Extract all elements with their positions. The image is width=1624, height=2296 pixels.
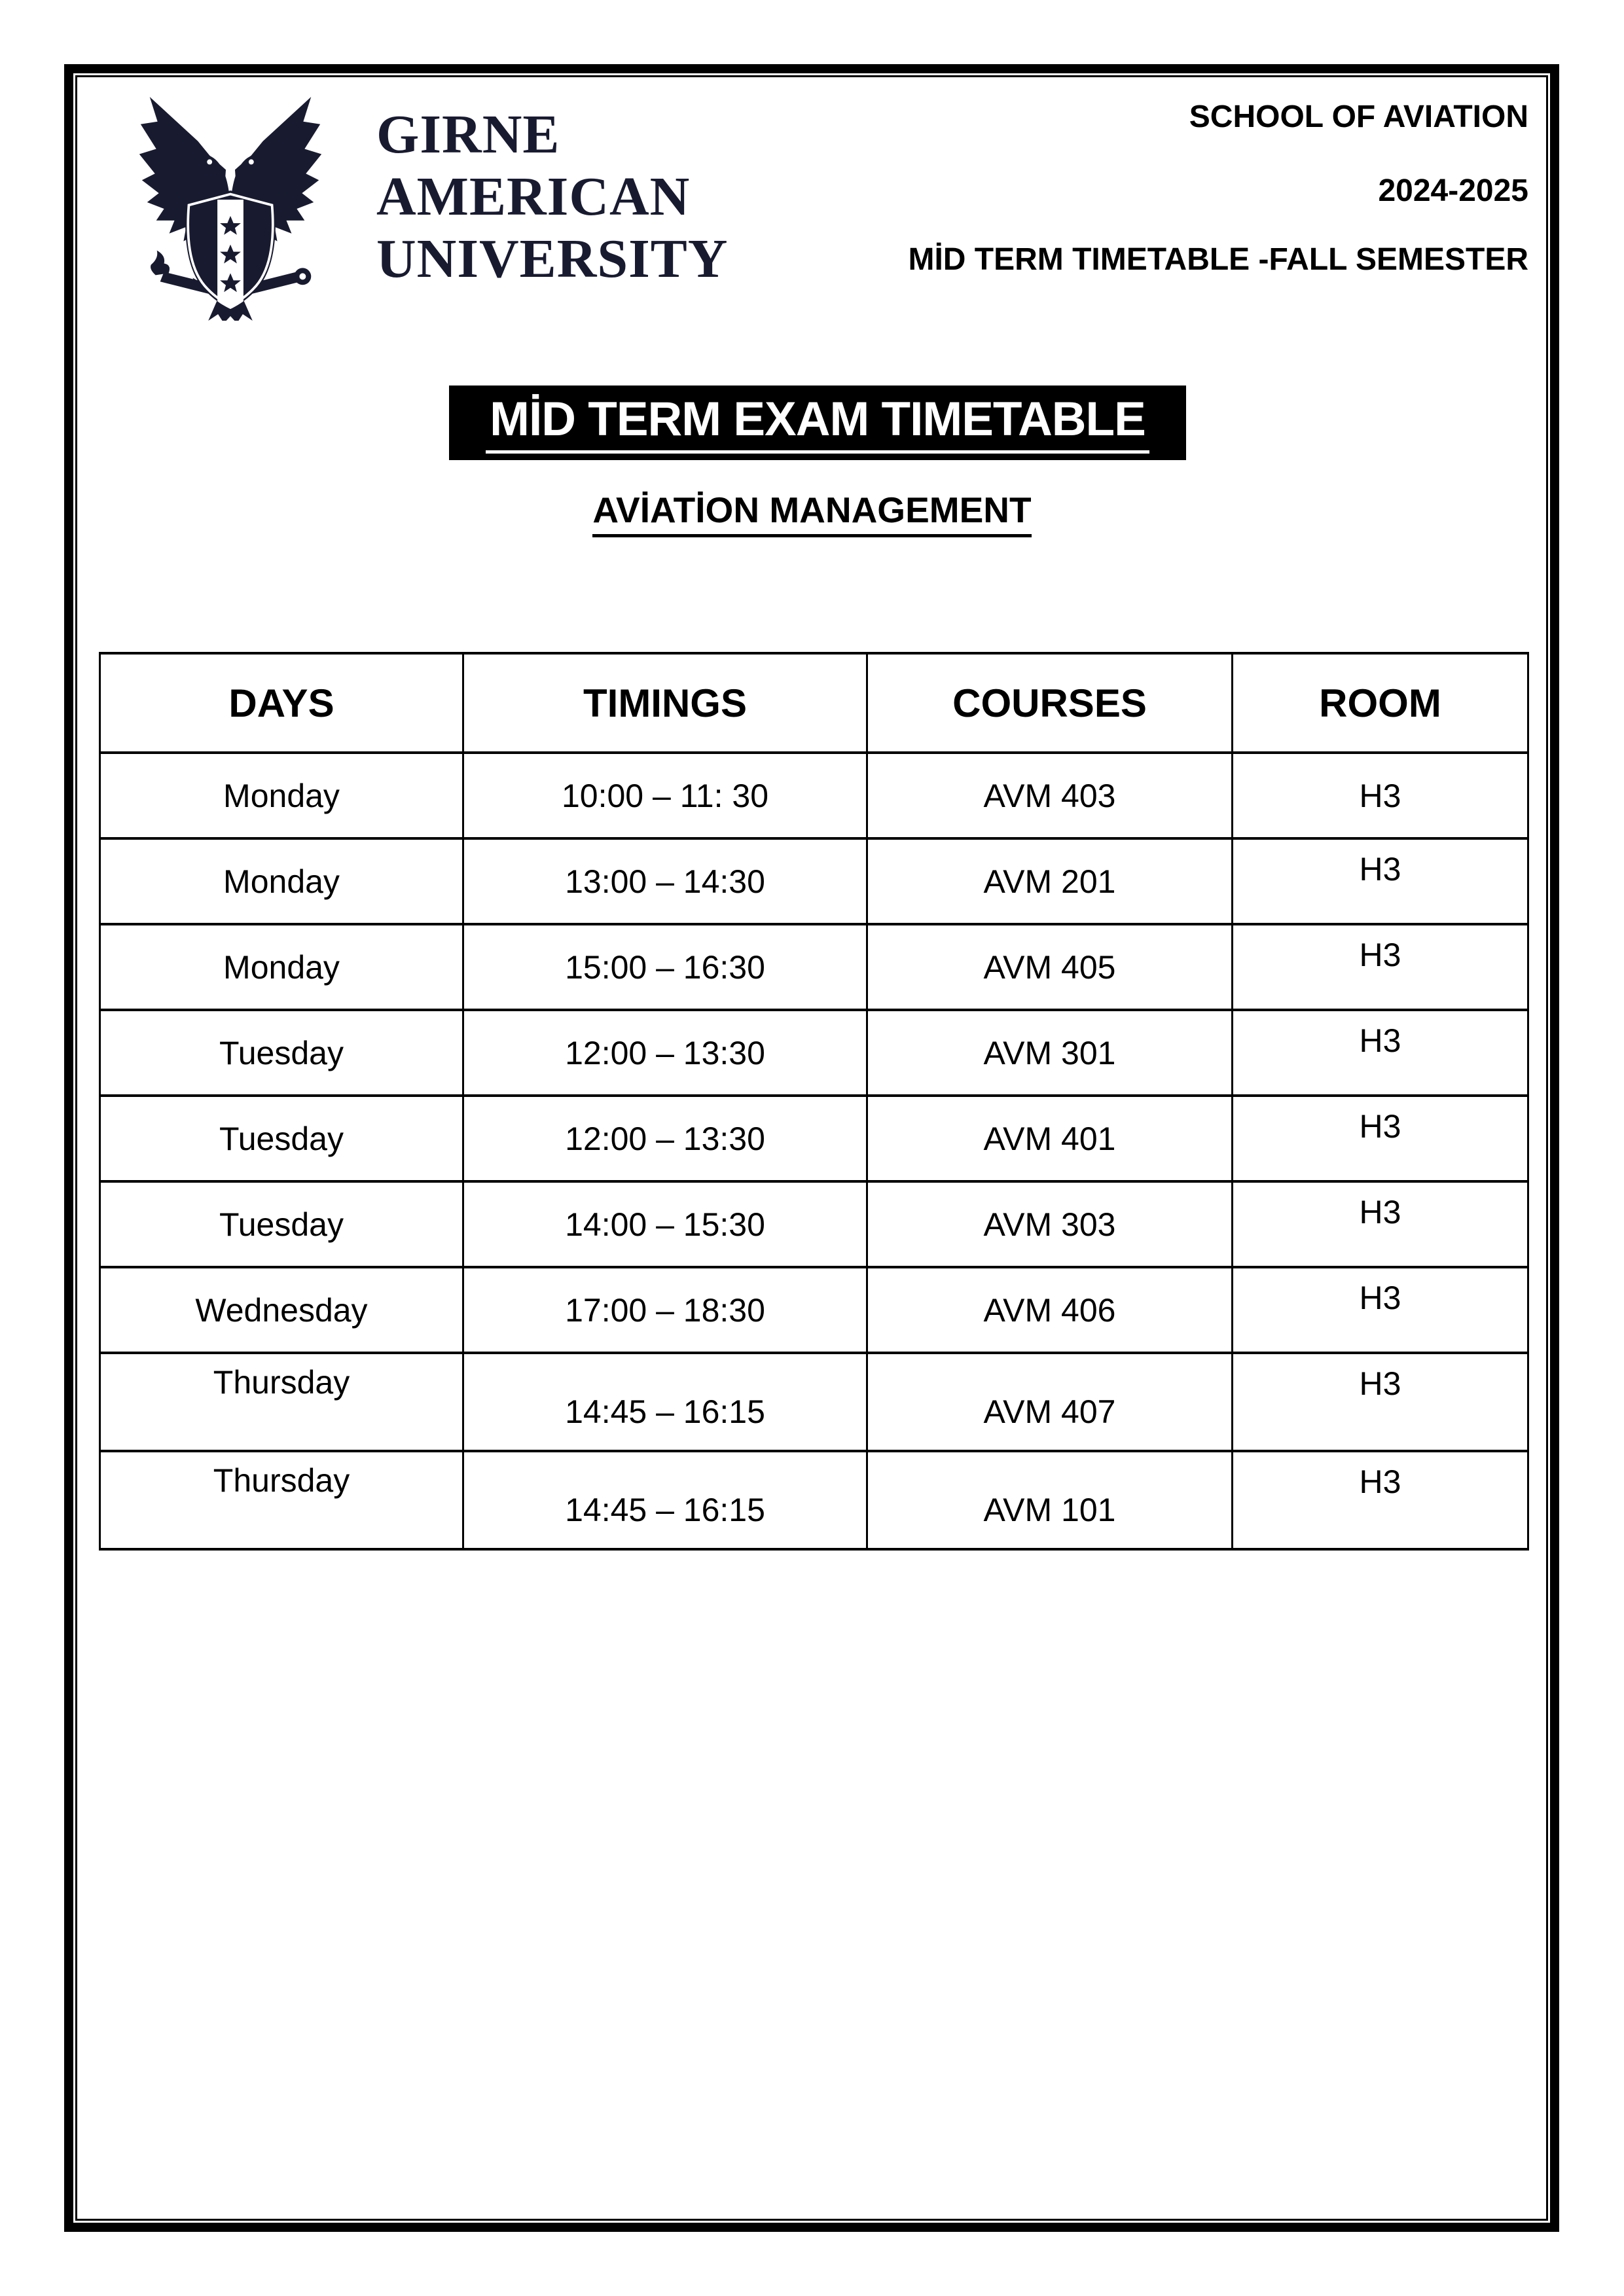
- wordmark-line-american: AMERICAN: [376, 166, 691, 227]
- cell-room: H3: [1233, 1096, 1528, 1181]
- university-wordmark: [376, 103, 728, 290]
- university-crest-eagle-icon: [120, 90, 341, 321]
- cell-timing: 12:00 – 13:30: [463, 1096, 867, 1181]
- cell-course: AVM 201: [867, 838, 1233, 924]
- academic-year: 2024-2025: [1378, 173, 1528, 208]
- cell-day: Monday: [100, 753, 463, 838]
- column-header-days: DAYS: [100, 653, 463, 753]
- cell-room: H3: [1233, 1181, 1528, 1267]
- cell-room: H3: [1233, 924, 1528, 1010]
- cell-room: H3: [1233, 1451, 1528, 1549]
- table-row: [100, 1096, 1528, 1181]
- department-subtitle: AVİATİON MANAGEMENT: [592, 490, 1031, 537]
- timetable-body: [100, 753, 1528, 1549]
- cell-timing: 14:45 – 16:15: [463, 1353, 867, 1451]
- subtitle-wrap: [0, 489, 1624, 531]
- cell-timing: 14:00 – 15:30: [463, 1181, 867, 1267]
- table-row: [100, 838, 1528, 924]
- cell-course: AVM 101: [867, 1451, 1233, 1549]
- cell-day: Thursday: [100, 1353, 463, 1451]
- school-name: SCHOOL OF AVIATION: [1189, 99, 1528, 134]
- cell-course: AVM 303: [867, 1181, 1233, 1267]
- column-header-timings: TIMINGS: [463, 653, 867, 753]
- semester-label: MİD TERM TIMETABLE -FALL SEMESTER: [908, 242, 1528, 277]
- cell-room: H3: [1233, 1353, 1528, 1451]
- wordmark-line-girne: GIRNE: [376, 104, 560, 165]
- table-row: [100, 924, 1528, 1010]
- table-row: [100, 1267, 1528, 1353]
- main-title: MİD TERM EXAM TIMETABLE: [486, 392, 1149, 454]
- table-row: [100, 753, 1528, 838]
- table-header-row: [100, 653, 1528, 753]
- cell-day: Tuesday: [100, 1096, 463, 1181]
- cell-day: Thursday: [100, 1451, 463, 1549]
- column-header-room: ROOM: [1233, 653, 1528, 753]
- cell-room: H3: [1233, 1267, 1528, 1353]
- exam-timetable: [99, 652, 1529, 1551]
- cell-course: AVM 401: [867, 1096, 1233, 1181]
- cell-timing: 10:00 – 11: 30: [463, 753, 867, 838]
- cell-day: Wednesday: [100, 1267, 463, 1353]
- table-row: [100, 1181, 1528, 1267]
- cell-course: AVM 406: [867, 1267, 1233, 1353]
- cell-timing: 17:00 – 18:30: [463, 1267, 867, 1353]
- cell-course: AVM 407: [867, 1353, 1233, 1451]
- cell-timing: 13:00 – 14:30: [463, 838, 867, 924]
- cell-day: Tuesday: [100, 1181, 463, 1267]
- cell-course: AVM 301: [867, 1010, 1233, 1096]
- cell-course: AVM 403: [867, 753, 1233, 838]
- cell-room: H3: [1233, 838, 1528, 924]
- column-header-courses: COURSES: [867, 653, 1233, 753]
- cell-day: Monday: [100, 924, 463, 1010]
- cell-day: Monday: [100, 838, 463, 924]
- cell-course: AVM 405: [867, 924, 1233, 1010]
- main-title-bar: [449, 386, 1186, 460]
- cell-room: H3: [1233, 753, 1528, 838]
- header-right-block: [908, 98, 1528, 279]
- cell-room: H3: [1233, 1010, 1528, 1096]
- cell-timing: 15:00 – 16:30: [463, 924, 867, 1010]
- wordmark-line-university: UNIVERSITY: [376, 228, 729, 289]
- table-row: [100, 1353, 1528, 1451]
- table-row: [100, 1010, 1528, 1096]
- table-row: [100, 1451, 1528, 1549]
- cell-timing: 14:45 – 16:15: [463, 1451, 867, 1549]
- cell-day: Tuesday: [100, 1010, 463, 1096]
- cell-timing: 12:00 – 13:30: [463, 1010, 867, 1096]
